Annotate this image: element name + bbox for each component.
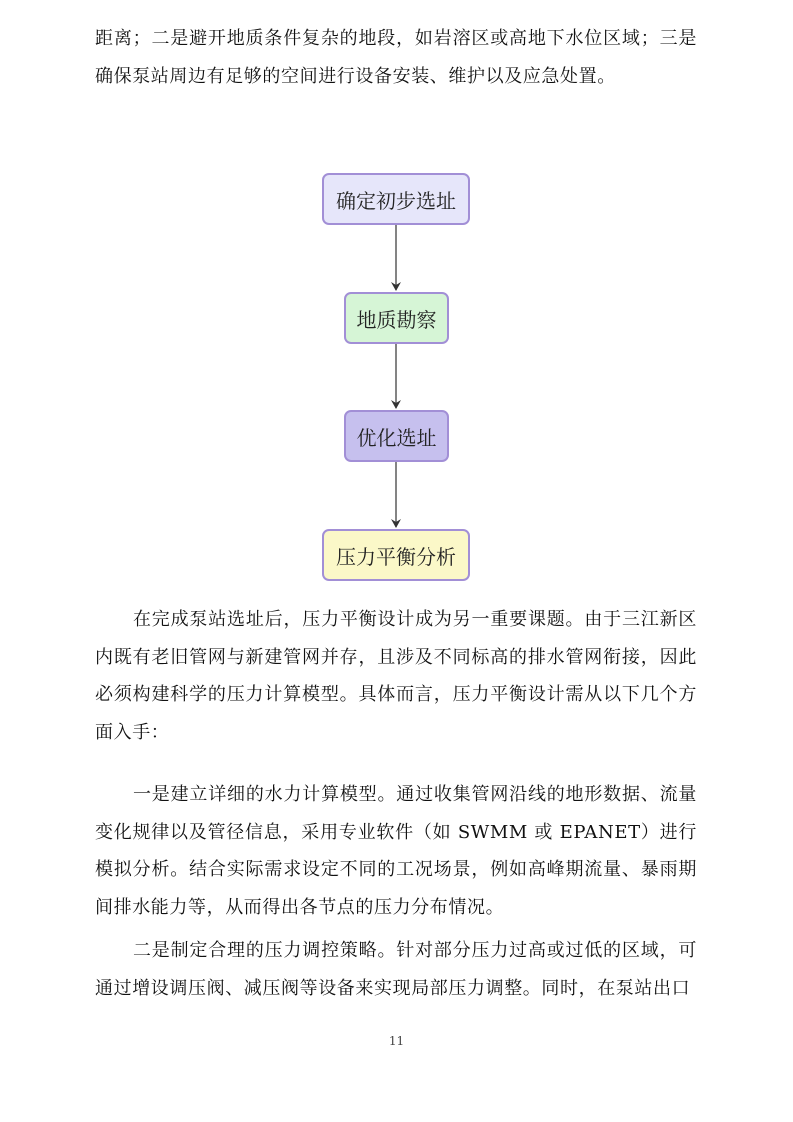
flow-step-initial-site: 确定初步选址 [322, 173, 470, 225]
flow-step-optimize-site: 优化选址 [344, 410, 449, 462]
paragraph-pressure-design: 在完成泵站选址后，压力平衡设计成为另一重要课题。由于三江新区内既有老旧管网与新建管网并存，且涉及不同标高的排水管网衔接，因此必须构建科学的压力计算模型。具体而言，压力平衡设计需从以下几个方面入手： [95, 609, 697, 743]
paragraph-site-criteria: 距离；二是避开地质条件复杂的地段，如岩溶区或高地下水位区域；三是确保泵站周边有足够的空间进行设备安装、维护以及应急处置。 [95, 28, 697, 87]
flow-step-pressure-balance: 压力平衡分析 [322, 529, 470, 581]
paragraph-hydraulic-model: 一是建立详细的水力计算模型。通过收集管网沿线的地形数据、流量变化规律以及管径信息，采用专业软件（如 SWMM 或 EPANET）进行模拟分析。结合实际需求设定不同的工况场景，例如高峰期流量、暴雨期间排水能力等，从而得出各节点的压力分布情况。 [95, 784, 697, 918]
paragraph-pressure-control: 二是制定合理的压力调控策略。针对部分压力过高或过低的区域，可通过增设调压阀、减压阀等设备来实现局部压力调整。同时，在泵站出口 [95, 940, 697, 999]
flow-step-geological-survey: 地质勘察 [344, 292, 449, 344]
page-number: 11 [388, 1034, 405, 1048]
